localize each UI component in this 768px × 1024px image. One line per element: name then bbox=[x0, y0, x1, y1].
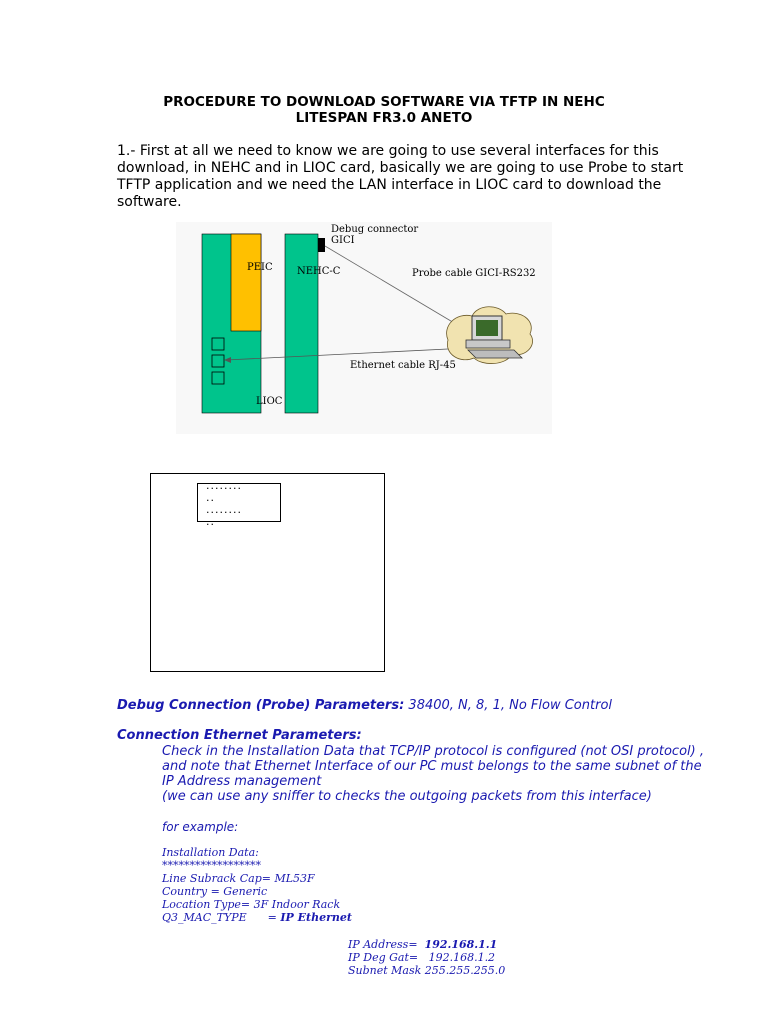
placeholder-dots: .. bbox=[206, 515, 215, 528]
line-subrack-value: ML53F bbox=[274, 872, 315, 885]
placeholder-dots: ........ bbox=[206, 479, 242, 492]
intro-line: download, in NEHC and in LIOC card, basically we are going to use Probe to start bbox=[117, 160, 684, 176]
ethernet-cable bbox=[226, 348, 468, 360]
q3-mac-label: Q3_MAC_TYPE bbox=[162, 911, 247, 924]
connection-diagram-graphic bbox=[176, 222, 552, 434]
ethernet-line: Check in the Installation Data that TCP/IP protocol is configured (not OSI protocol) , bbox=[162, 744, 704, 759]
debug-parameters-label: Debug Connection (Probe) Parameters: bbox=[117, 698, 405, 713]
pc-screen bbox=[476, 320, 498, 336]
ethernet-parameters-text bbox=[162, 744, 704, 804]
ethernet-parameters-title: Connection Ethernet Parameters: bbox=[117, 728, 362, 743]
installation-heading: Installation Data: bbox=[162, 846, 259, 859]
probe-cable bbox=[325, 246, 466, 330]
q3-mac-sep: = bbox=[246, 911, 281, 924]
pc-keyboard bbox=[468, 350, 522, 358]
peic-block bbox=[231, 234, 261, 331]
location-row: Location Type= 3F Indoor Rack bbox=[162, 898, 341, 911]
document-title-line-2: LITESPAN FR3.0 ANETO bbox=[295, 110, 473, 126]
ethernet-cable-label: Ethernet cable RJ-45 bbox=[350, 360, 456, 371]
nehc-label: NEHC-C bbox=[297, 266, 341, 277]
ip-address-value: 192.168.1.1 bbox=[424, 938, 498, 951]
ethernet-line: and note that Ethernet Interface of our PC must belongs to the same subnet of the bbox=[162, 759, 702, 774]
line-subrack-row bbox=[162, 872, 352, 885]
ip-settings bbox=[348, 938, 505, 977]
q3-mac-value: IP Ethernet bbox=[280, 911, 352, 924]
intro-line: software. bbox=[117, 194, 182, 210]
debug-parameters bbox=[117, 698, 612, 713]
intro-paragraph bbox=[117, 143, 707, 211]
debug-connector bbox=[318, 238, 325, 252]
ip-address-label: IP Address= bbox=[348, 938, 425, 951]
pc-base bbox=[466, 340, 510, 348]
lioc-label: LIOC bbox=[256, 396, 283, 407]
ethernet-line: (we can use any sniffer to checks the outgoing packets from this interface) bbox=[162, 789, 652, 804]
installation-stars: ****************** bbox=[162, 859, 261, 872]
debug-parameters-value: 38400, N, 8, 1, No Flow Control bbox=[404, 698, 613, 713]
example-label: for example: bbox=[162, 820, 239, 834]
document-title-line-1: PROCEDURE TO DOWNLOAD SOFTWARE VIA TFTP IN NEHC bbox=[163, 94, 605, 110]
country-row: Country = Generic bbox=[162, 885, 268, 898]
probe-cable-label: Probe cable GICI-RS232 bbox=[412, 268, 536, 279]
ip-address-row bbox=[348, 938, 505, 951]
placeholder-dots: ........ bbox=[206, 503, 242, 516]
installation-data bbox=[162, 846, 352, 924]
intro-line: TFTP application and we need the LAN interface in LIOC card to download the bbox=[117, 177, 662, 193]
debug-connector-label: Debug connector bbox=[331, 224, 419, 235]
intro-line: 1.- First at all we need to know we are going to use several interfaces for this bbox=[117, 143, 659, 159]
nehc-card bbox=[285, 234, 318, 413]
gici-label: GICI bbox=[331, 235, 355, 246]
placeholder-dots: .. bbox=[206, 491, 215, 504]
ip-gateway-row: IP Deg Gat= 192.168.1.2 bbox=[348, 951, 496, 964]
connection-diagram bbox=[176, 222, 552, 434]
q3-mac-row bbox=[162, 911, 352, 924]
subnet-mask-row: Subnet Mask 255.255.255.0 bbox=[348, 964, 506, 977]
line-subrack-label: Line Subrack Cap= bbox=[162, 872, 275, 885]
peic-label: PEIC bbox=[247, 262, 273, 273]
ethernet-line: IP Address management bbox=[162, 774, 322, 789]
